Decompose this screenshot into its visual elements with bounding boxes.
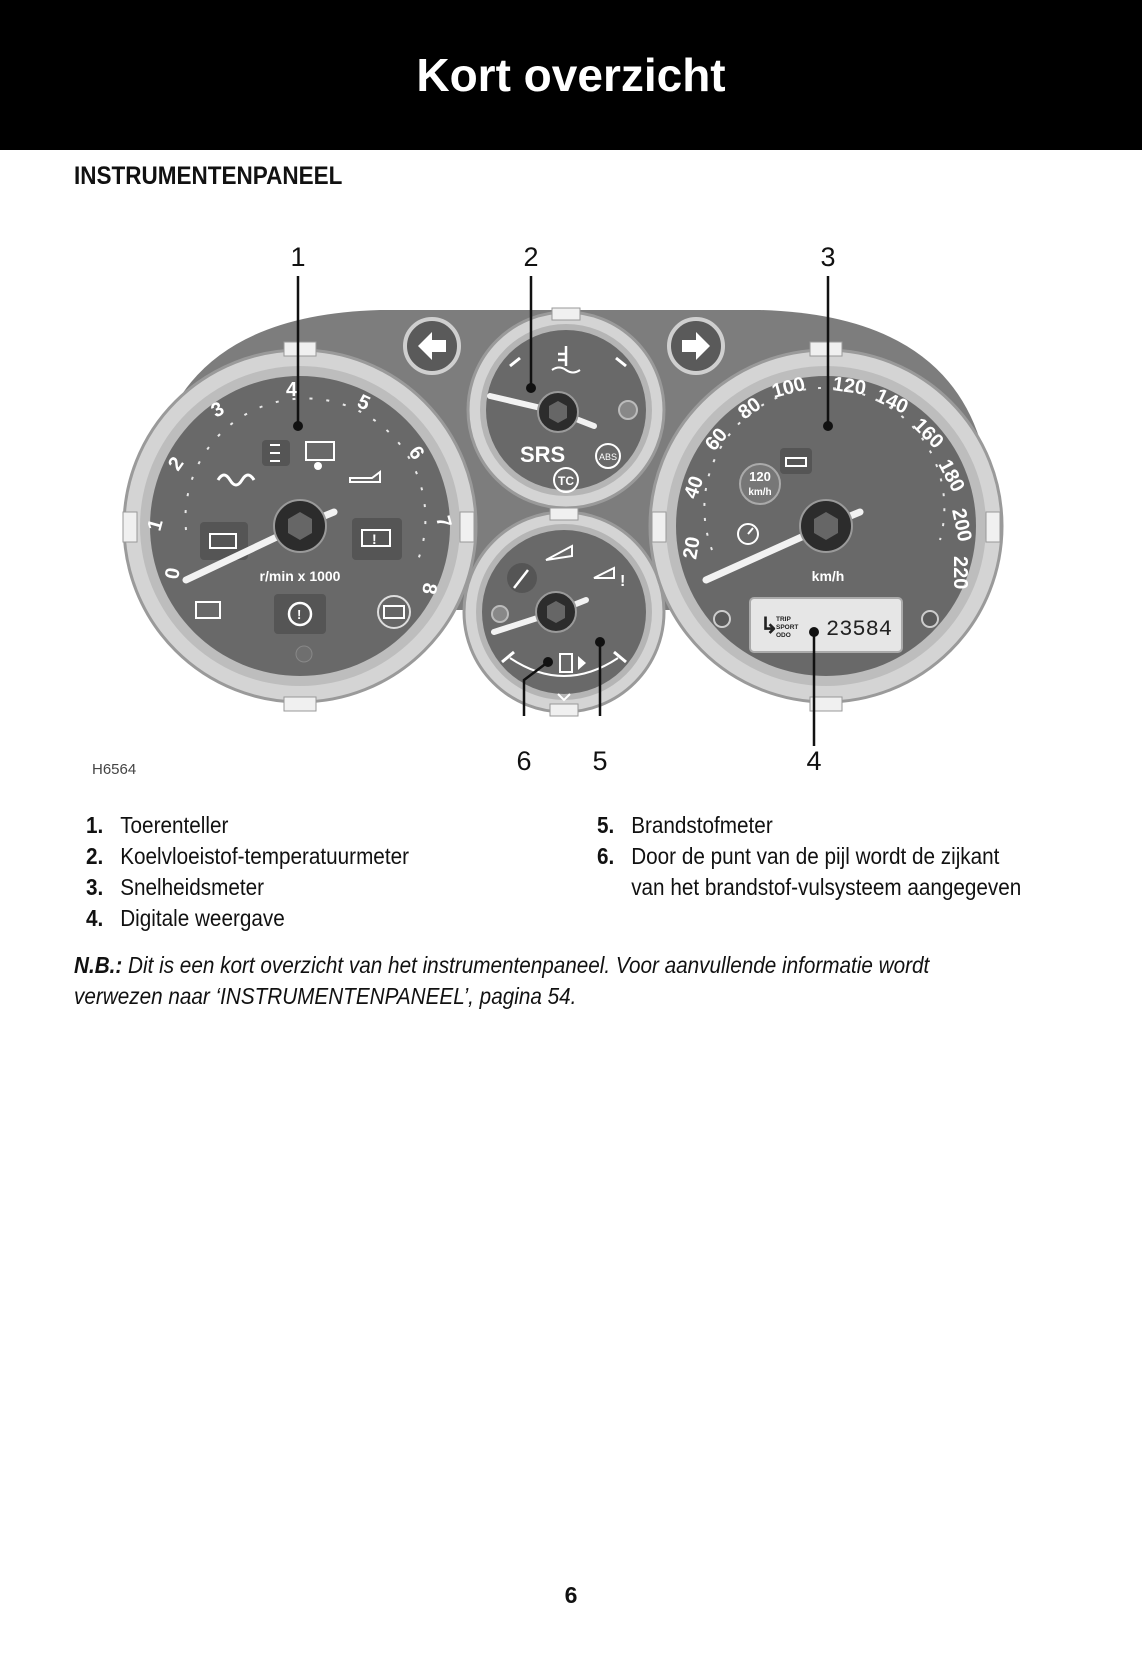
speed-scale-40: 40 <box>680 473 709 502</box>
callout-3: 3 <box>820 242 836 272</box>
section-title: INSTRUMENTENPANEEL <box>74 162 343 190</box>
tach-scale-7: 7 <box>431 513 456 531</box>
speed-scale-160: 160 <box>908 413 948 454</box>
list-item: 5. Brandstofmeter <box>597 812 773 838</box>
list-item: 3. Snelheidsmeter <box>86 874 265 900</box>
tach-indicator-lamp <box>296 646 312 662</box>
odo-mode-odo: ODO <box>776 632 791 639</box>
washer-fluid-icon <box>780 448 812 474</box>
tach-scale-1: 1 <box>143 516 168 534</box>
list-item: 2. Koelvloeistof-temperatuurmeter <box>86 843 409 869</box>
list-item: 6. Door de punt van de pijl wordt de zijkant <box>597 843 1000 869</box>
headlight-icon <box>262 440 290 466</box>
note-prefix: N.B.: <box>74 952 123 978</box>
odo-mode-sport: SPORT <box>776 624 799 631</box>
instrument-panel-figure <box>0 230 1142 790</box>
speed-scale-120: 120 <box>831 373 868 400</box>
svg-text:km/h: km/h <box>748 487 772 498</box>
srs-warning-icon: SRS <box>520 442 566 467</box>
speed-scale-180: 180 <box>933 456 969 496</box>
odometer-reading: 23584 <box>826 617 893 642</box>
odo-mode-trip: TRIP <box>776 616 791 623</box>
speed-unit-label: km/h <box>811 568 845 584</box>
list-item: 1. Toerenteller <box>86 812 229 838</box>
callout-4: 4 <box>806 746 822 776</box>
tach-scale-0: 0 <box>161 566 185 581</box>
callout-6: 6 <box>516 746 532 776</box>
page-number: 6 <box>564 1582 578 1608</box>
svg-text:120: 120 <box>749 469 771 484</box>
svg-text:ABS: ABS <box>598 452 618 462</box>
tach-scale-4: 4 <box>286 379 298 401</box>
speed-scale-200: 200 <box>947 506 976 544</box>
fuel-indicator-lamp <box>492 606 508 622</box>
list-item: van het brandstof-vulsysteem aangegeven <box>631 874 1022 900</box>
temperature-gauge <box>468 308 664 508</box>
left-turn-indicator-icon <box>405 319 459 373</box>
figure-id: H6564 <box>92 761 137 778</box>
brake-warning-icon <box>274 594 326 634</box>
tach-scale-8: 8 <box>417 581 441 596</box>
speed-scale-80: 80 <box>734 393 766 425</box>
engine-fault-icon <box>352 518 402 560</box>
speed-scale-20: 20 <box>679 535 705 561</box>
odo-left-button-icon <box>714 611 730 627</box>
svg-text:!: ! <box>372 531 377 547</box>
door-open-icon <box>378 596 410 628</box>
instrument-panel-illustration <box>0 230 1142 790</box>
page-title: Kort overzicht <box>416 49 726 101</box>
tach-scale-5: 5 <box>353 390 374 416</box>
tach-unit-label: r/min x 1000 <box>259 568 341 584</box>
tach-scale-3: 3 <box>207 397 229 423</box>
callout-5: 5 <box>592 746 608 776</box>
svg-text:!: ! <box>620 573 626 590</box>
callout-1: 1 <box>290 242 306 272</box>
list-item: 4. Digitale weergave <box>86 905 285 931</box>
note-line-1: Dit is een kort overzicht van het instrumentenpaneel. Voor aanvullende informatie wordt <box>128 952 930 978</box>
speed-scale-220: 220 <box>949 556 971 590</box>
tach-scale-6: 6 <box>403 442 429 464</box>
odo-mode-icon: ↳ <box>760 613 779 638</box>
page-header <box>0 0 1142 150</box>
temp-indicator-lamp <box>619 401 637 419</box>
speed-scale-100: 100 <box>769 372 808 403</box>
tach-scale-2: 2 <box>164 453 189 475</box>
speed-scale-60: 60 <box>700 424 733 456</box>
svg-text:!: ! <box>297 607 302 622</box>
right-turn-indicator-icon <box>669 319 723 373</box>
speed-scale-140: 140 <box>871 384 912 419</box>
odo-right-button-icon <box>922 611 938 627</box>
seatbelt-warning-icon <box>507 563 537 593</box>
svg-text:TC: TC <box>558 474 574 488</box>
legend-right <box>597 810 1101 903</box>
note-line-2: verwezen naar ‘INSTRUMENTENPANEEL’, pagina 54. <box>74 983 577 1009</box>
speed-limit-badge <box>740 464 780 504</box>
legend-left <box>86 810 554 934</box>
callout-2: 2 <box>523 242 539 272</box>
fuel-gauge <box>464 508 664 716</box>
digital-display <box>750 598 902 652</box>
note-paragraph <box>74 950 1073 1012</box>
